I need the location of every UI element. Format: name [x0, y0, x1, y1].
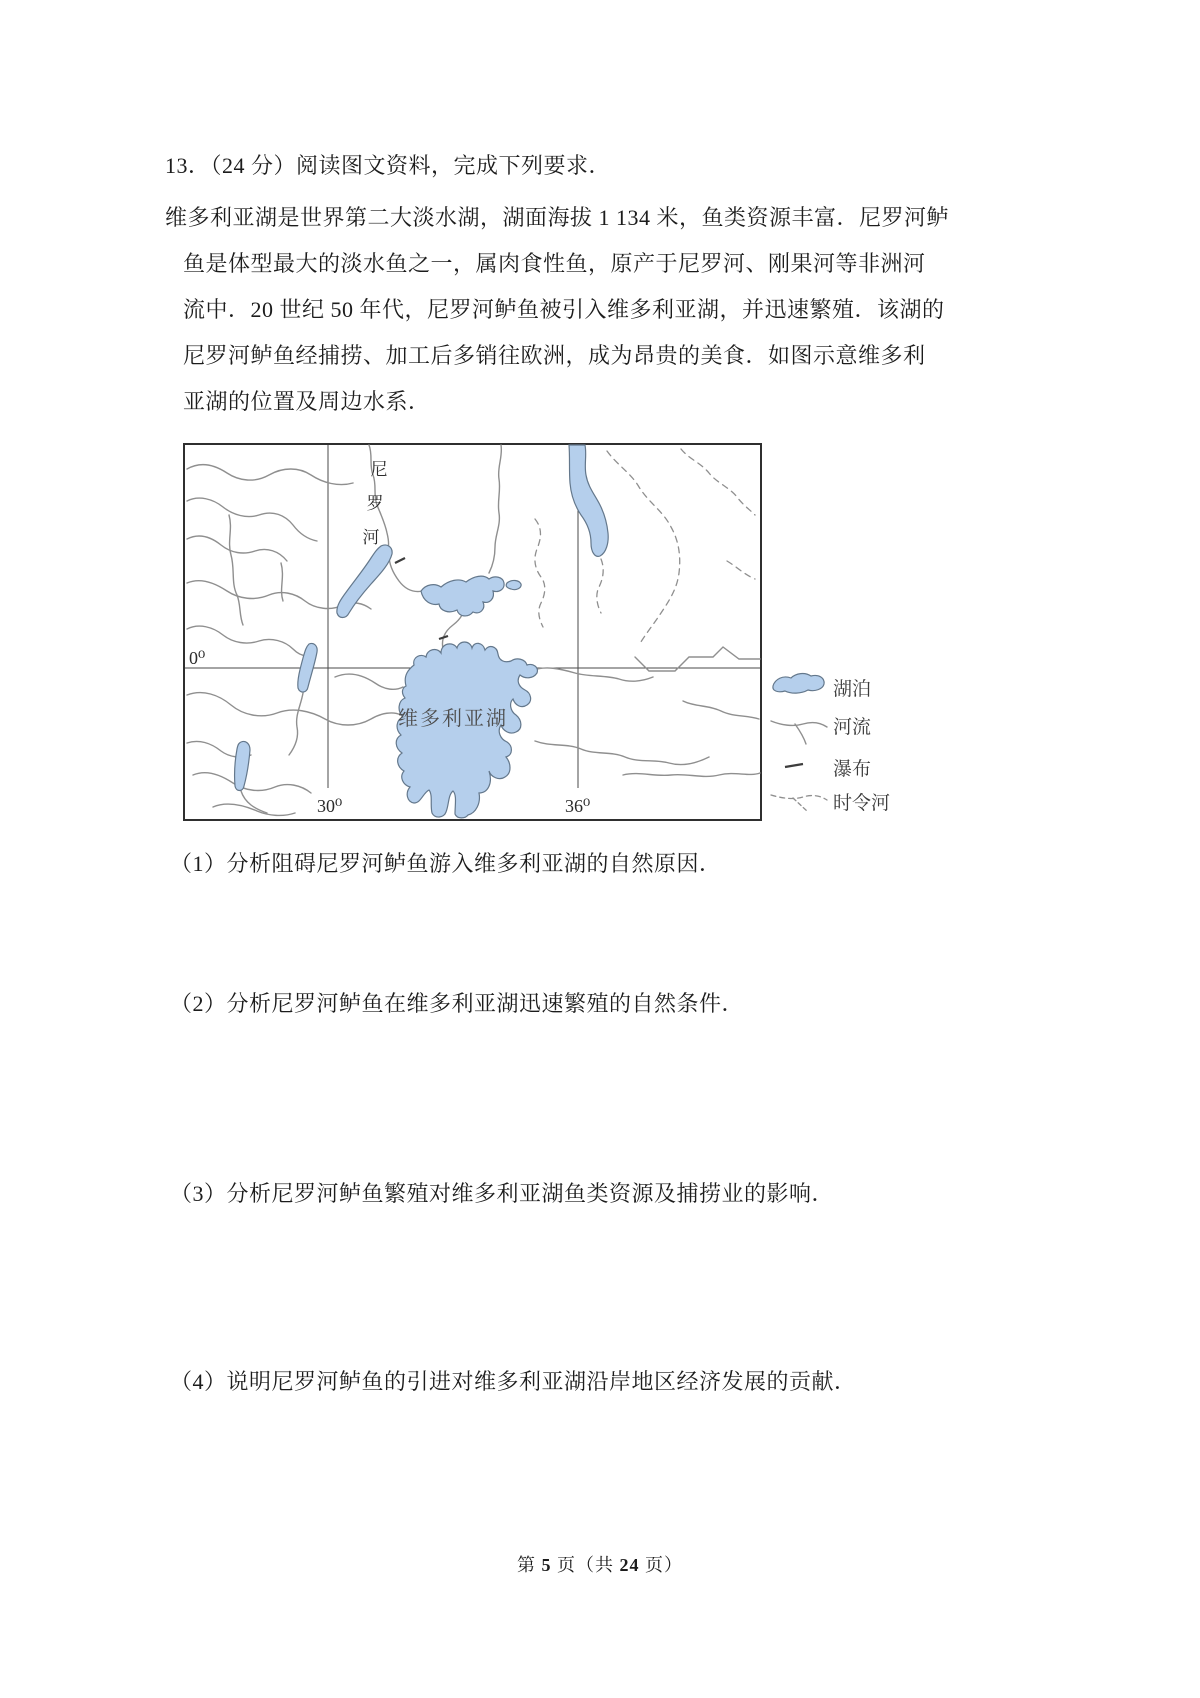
legend-lake-label: 湖泊	[833, 679, 872, 700]
nile-label-char2: 罗	[366, 494, 384, 513]
intro-line-3: 流中．20 世纪 50 年代，尼罗河鲈鱼被引入维多利亚湖，并迅速繁殖．该湖的	[183, 297, 945, 322]
footer-page-number: 5	[541, 1555, 552, 1575]
footer-prefix: 第	[517, 1555, 542, 1575]
map-legend	[771, 674, 890, 814]
footer-total-pages: 24	[619, 1555, 640, 1575]
small-lake-shape	[506, 580, 521, 589]
question-3: （3）分析尼罗河鲈鱼繁殖对维多利亚湖鱼类资源及捕捞业的影响．	[170, 1181, 835, 1206]
legend-seasonal-river-label: 时令河	[833, 793, 891, 814]
legend-river-symbol	[771, 721, 827, 744]
legend-seasonal-river-symbol	[771, 795, 827, 812]
footer-middle: 页（共	[551, 1555, 620, 1575]
intro-line-2: 鱼是体型最大的淡水鱼之一，属肉食性鱼，原产于尼罗河、刚果河等非洲河	[183, 251, 926, 276]
question-2: （2）分析尼罗河鲈鱼在维多利亚湖迅速繁殖的自然条件．	[170, 991, 745, 1016]
nile-label-char1: 尼	[370, 460, 388, 479]
nile-label-char3: 河	[362, 528, 380, 547]
longitude-36-label: 36⁰	[565, 796, 591, 816]
legend-river-label: 河流	[833, 717, 872, 738]
legend-waterfall-label: 瀑布	[833, 759, 872, 780]
victoria-lake-map	[183, 443, 913, 823]
longitude-30-label: 30⁰	[317, 796, 343, 816]
question-1: （1）分析阻碍尼罗河鲈鱼游入维多利亚湖的自然原因．	[170, 851, 722, 876]
question-4: （4）说明尼罗河鲈鱼的引进对维多利亚湖沿岸地区经济发展的贡献．	[170, 1369, 857, 1394]
footer-suffix: 页）	[639, 1555, 683, 1575]
question-heading: 13．（24 分）阅读图文资料，完成下列要求．	[165, 153, 612, 178]
intro-line-4: 尼罗河鲈鱼经捕捞、加工后多销往欧洲，成为昂贵的美食．如图示意维多利	[183, 343, 926, 368]
legend-lake-symbol	[773, 674, 824, 694]
page-footer	[0, 1551, 1200, 1577]
lake-victoria-label: 维多利亚湖	[398, 708, 508, 730]
legend-waterfall-symbol	[785, 764, 803, 767]
intro-line-5: 亚湖的位置及周边水系．	[183, 389, 431, 414]
intro-line-1: 维多利亚湖是世界第二大淡水湖，湖面海拔 1 134 米，鱼类资源丰富．尼罗河鲈	[165, 205, 950, 230]
equator-label: 0⁰	[189, 648, 206, 668]
